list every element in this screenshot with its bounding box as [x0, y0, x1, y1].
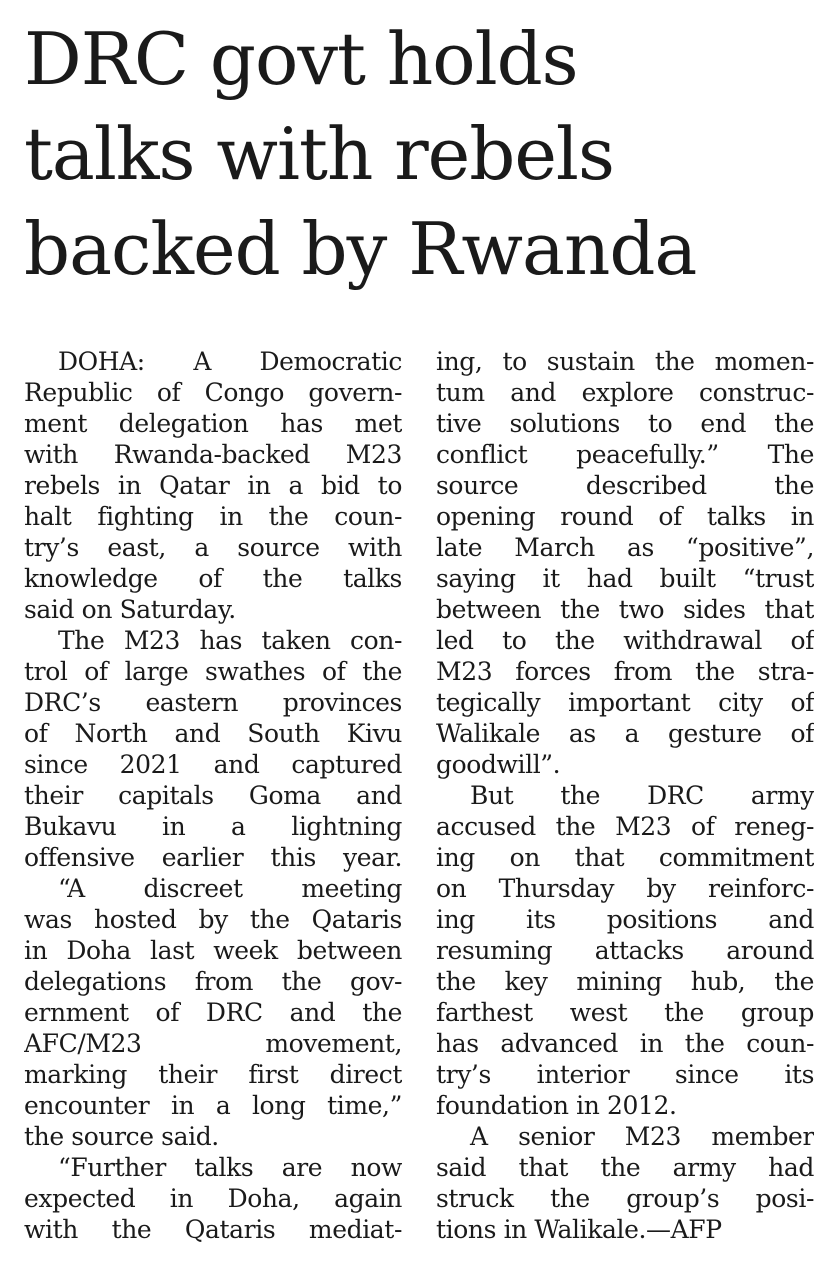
article-text-line: farthest west the group — [436, 998, 814, 1027]
article-text-line: knowledge of the talks — [24, 564, 402, 593]
article-text-line: ment delegation has met — [24, 409, 402, 438]
article-text-line: Republic of Congo govern- — [24, 378, 402, 407]
article-text-line: the source said. — [24, 1122, 219, 1151]
article-text-line: AFC/M23 movement, — [24, 1029, 402, 1058]
article-text-line: ing on that commitment — [436, 843, 814, 872]
article-text-line: on Thursday by reinforc- — [436, 874, 814, 903]
headline-line: backed by Rwanda — [24, 207, 697, 291]
article-text-line: ing its positions and — [436, 905, 814, 934]
article-text-line: their capitals Goma and — [24, 781, 402, 810]
article-text-line: offensive earlier this year. — [24, 843, 402, 872]
article-text-line: since 2021 and captured — [24, 750, 402, 779]
article-text-line: said that the army had — [436, 1153, 814, 1182]
article-text-line: struck the group’s posi- — [436, 1184, 814, 1213]
article-text-line: trol of large swathes of the — [24, 657, 402, 686]
article-text-line: with the Qataris mediat- — [24, 1215, 402, 1244]
article-text-line: saying it had built “trust — [436, 564, 814, 593]
article-text-line: The M23 has taken con- — [58, 626, 402, 655]
article-text-line: DRC’s eastern provinces — [24, 688, 402, 717]
article-text-line: Bukavu in a lightning — [24, 812, 402, 841]
article-text-line: accused the M23 of reneg- — [436, 812, 814, 841]
article-text-line: the key mining hub, the — [436, 967, 814, 996]
article-text-line: led to the withdrawal of — [436, 626, 814, 655]
article-text-line: “Further talks are now — [58, 1153, 402, 1182]
article-text-line: But the DRC army — [470, 781, 814, 810]
article-text-line: marking their first direct — [24, 1060, 402, 1089]
article-text-line: halt fighting in the coun- — [24, 502, 402, 531]
article-text-line: with Rwanda-backed M23 — [24, 440, 402, 469]
article-text-line: resuming attacks around — [436, 936, 814, 965]
article-text-line: source described the — [436, 471, 814, 500]
headline-line: DRC govt holds — [24, 17, 578, 101]
article-text-line: A senior M23 member — [470, 1122, 814, 1151]
article-text-line: ernment of DRC and the — [24, 998, 402, 1027]
headline — [24, 12, 824, 297]
headline-line: talks with rebels — [24, 112, 614, 196]
article-column-right — [436, 346, 814, 1245]
article-text-line: delegations from the gov- — [24, 967, 402, 996]
article-text-line: tions in Walikale.—AFP — [436, 1215, 722, 1244]
article-text-line: tive solutions to end the — [436, 409, 814, 438]
article-text-line: expected in Doha, again — [24, 1184, 402, 1213]
article-text-line: DOHA: A Democratic — [58, 347, 402, 376]
article-text-line: has advanced in the coun- — [436, 1029, 814, 1058]
article-text-line: tum and explore construc- — [436, 378, 814, 407]
article-text-line: try’s east, a source with — [24, 533, 402, 562]
article-column-left — [24, 346, 402, 1245]
article-text-line: between the two sides that — [436, 595, 814, 624]
article-text-line: said on Saturday. — [24, 595, 236, 624]
article-text-line: encounter in a long time,” — [24, 1091, 402, 1120]
article-text-line: of North and South Kivu — [24, 719, 402, 748]
article-text-line: M23 forces from the stra- — [436, 657, 814, 686]
article-text-line: “A discreet meeting — [58, 874, 402, 903]
article-text-line: try’s interior since its — [436, 1060, 814, 1089]
article-text-line: late March as “positive”, — [436, 533, 814, 562]
article-text-line: conflict peacefully.” The — [436, 440, 814, 469]
article-text-line: foundation in 2012. — [436, 1091, 677, 1120]
article-text-line: in Doha last week between — [24, 936, 402, 965]
article-text-line: was hosted by the Qataris — [24, 905, 402, 934]
article-text-line: Walikale as a gesture of — [436, 719, 814, 748]
article-text-line: tegically important city of — [436, 688, 814, 717]
article-text-line: ing, to sustain the momen- — [436, 347, 814, 376]
article-text-line: rebels in Qatar in a bid to — [24, 471, 402, 500]
article-text-line: goodwill”. — [436, 750, 561, 779]
article-text-line: opening round of talks in — [436, 502, 814, 531]
